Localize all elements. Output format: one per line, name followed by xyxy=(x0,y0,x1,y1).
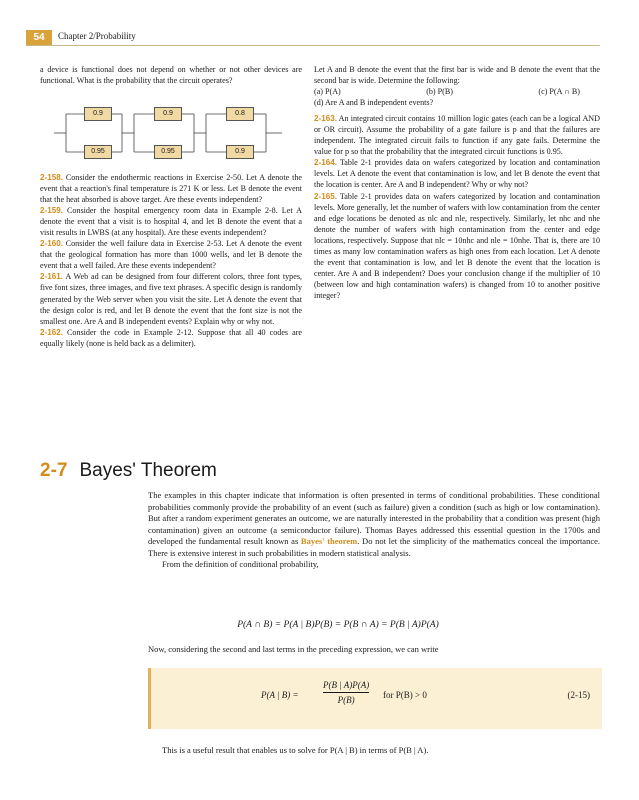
problem-number: 2-159. xyxy=(40,206,63,216)
gate-bottom-3: 0.9 xyxy=(226,145,254,159)
problem-text: Table 2-1 provides data on wafers categorized by location and contamination levels. Let A denote the event that contamination is low, and let B denote the event that the location is center. Are A and B independent? Why or why not? xyxy=(314,158,600,190)
box-lhs: P(A | B) = xyxy=(261,690,299,700)
left-intro-text: a device is functional does not depend on whether or not other devices are functional. What is the probability that the circuit operates? xyxy=(40,65,302,86)
problem-2-161 xyxy=(40,271,302,326)
problem-2-158 xyxy=(40,172,302,205)
equation-number: (2-15) xyxy=(567,690,590,700)
problem-2-165 xyxy=(314,191,600,301)
page-number: 54 xyxy=(26,30,52,45)
problem-2-162 xyxy=(40,327,302,349)
gate-bottom-1: 0.95 xyxy=(84,145,112,159)
problem-number: 2-160. xyxy=(40,239,63,249)
gate-top-3: 0.8 xyxy=(226,107,254,121)
considering-line: Now, considering the second and last terms in the preceding expression, we can write xyxy=(148,644,439,654)
section-number: 2-7 xyxy=(40,460,68,481)
right-intro-text: Let A and B denote the event that the first bar is wide and B denote the event that the second bar is wide. Determine the following: xyxy=(314,65,600,86)
problem-text: An integrated circuit contains 10 million logic gates (each can be a logical AND or OR circuit). Assume the probability of a gate failure is p and that the failures are independent. The integrated circuit fails to function if any gate fails. Determine the value for p so that the probability that the integrated circuit functions is 0.95. xyxy=(314,114,600,157)
body-paragraph-3 xyxy=(148,745,600,757)
problem-number: 2-165. xyxy=(314,191,337,201)
gate-top-1: 0.9 xyxy=(84,107,112,121)
bayes-intro-b: . Do not let the simplicity of the mathematics conceal the importance. There is extensive interest in such probabilities in modern statistical analysis. xyxy=(148,536,600,558)
bayes-intro-a: The examples in this chapter indicate that information is often presented in terms of conditional probabilities. These conditional probabilities commonly provide the probability of an event (such as failure) given a condition (such as high or low contamination). But after a random experiment generates an outcome, we are naturally interested in the probability that a condition was present (high contamination) given an outcome (a semiconductor failure). Thomas Bayes addressed this essential question in the 1700s and developed the fundamental result known as xyxy=(148,490,600,546)
bayes-theorem-box xyxy=(148,668,602,729)
part-c: (c) P(A ∩ B) xyxy=(538,87,580,97)
chapter-title: Chapter 2/Probability xyxy=(58,31,136,41)
circuit-diagram xyxy=(54,102,284,164)
fraction-bar xyxy=(323,692,369,693)
left-column-problems xyxy=(40,172,302,349)
definition-line: From the definition of conditional probability, xyxy=(162,559,319,569)
box-condition: for P(B) > 0 xyxy=(383,690,427,700)
body-paragraph-1 xyxy=(148,490,600,571)
equation-product-rule: P(A ∩ B) = P(A | B)P(B) = P(B ∩ A) = P(B | A)P(A) xyxy=(237,620,439,630)
problem-2-159 xyxy=(40,205,302,238)
section-heading xyxy=(40,460,217,482)
header-rule xyxy=(26,45,600,46)
body-paragraph-2 xyxy=(148,644,600,656)
problem-text: Consider the well failure data in Exercise 2-53. Let A denote the event that the geological formation has more than 1000 wells, and let B denote the event that a well failed. Are these events independent? xyxy=(40,239,302,271)
problem-2-160 xyxy=(40,238,302,271)
problem-text: Table 2-1 provides data on wafers categorized by location and contamination levels. More generally, let the number of wafers with low contamination from the center and edge locations be denoted as nlc and nle, respectively. Similarly, let nhc and nhe denote the number of wafers with high contamination from the center and edge locations, respectively. Suppose that nlc = 10nhc and nle = 10nhe. That is, there are 10 times as many low contamination wafers as high ones from each location. Let A denote the event that contamination is low, and let B denote the event that the location is center. Are A and B independent? Does your conclusion change if the multiplier of 10 (between low and high contamination wafers) is changed from 10 to another positive integer? xyxy=(314,191,600,300)
left-column-intro xyxy=(40,64,302,86)
part-d: (d) Are A and B independent events? xyxy=(314,98,434,108)
problem-number: 2-163. xyxy=(314,114,337,124)
gate-bottom-2: 0.95 xyxy=(154,145,182,159)
box-denominator: P(B) xyxy=(337,695,355,705)
problem-number: 2-162. xyxy=(40,327,63,337)
problem-2-164 xyxy=(314,157,600,190)
closing-line: This is a useful result that enables us to solve for P(A | B) in terms of P(B | A). xyxy=(162,745,429,755)
problem-text: Consider the hospital emergency room data in Example 2-8. Let A denote the event that a visit is to hospital 4, and let B denote the event that a visit results in LWBS (at any hospital). Are these events independent? xyxy=(40,206,302,238)
problem-text: Consider the endothermic reactions in Exercise 2-50. Let A denote the event that a reaction's final temperature is 271 K or less. Let B denote the event that the heat absorbed is above target. Are these events independent? xyxy=(40,173,302,205)
box-fraction xyxy=(323,680,369,705)
right-column xyxy=(314,64,600,301)
problem-number: 2-158. xyxy=(40,173,63,182)
part-b: (b) P(B) xyxy=(426,87,453,97)
box-numerator: P(B | A)P(A) xyxy=(323,680,370,690)
problem-number: 2-164. xyxy=(314,158,337,168)
part-a: (a) P(A) xyxy=(314,87,341,97)
problem-number: 2-161. xyxy=(40,272,63,282)
gate-top-2: 0.9 xyxy=(154,107,182,121)
section-title: Bayes' Theorem xyxy=(79,460,217,481)
bayes-intro xyxy=(148,490,600,559)
parts-row xyxy=(314,86,600,97)
keyword-bayes: Bayes' theorem xyxy=(300,536,358,546)
problem-2-163 xyxy=(314,113,600,157)
problem-text: Consider the code in Example 2-12. Suppose that all 40 codes are equally likely (none is held back as a delimiter). xyxy=(40,327,302,348)
problem-text: A Web ad can be designed from four different colors, three font types, five font sizes, three images, and five text phrases. A specific design is randomly generated by the Web server when you visit the site. Let A denote the event that the design color is red, and let B denote the event that the font size is not the smallest one. Are A and B independent events? Explain why or why not. xyxy=(40,272,302,326)
